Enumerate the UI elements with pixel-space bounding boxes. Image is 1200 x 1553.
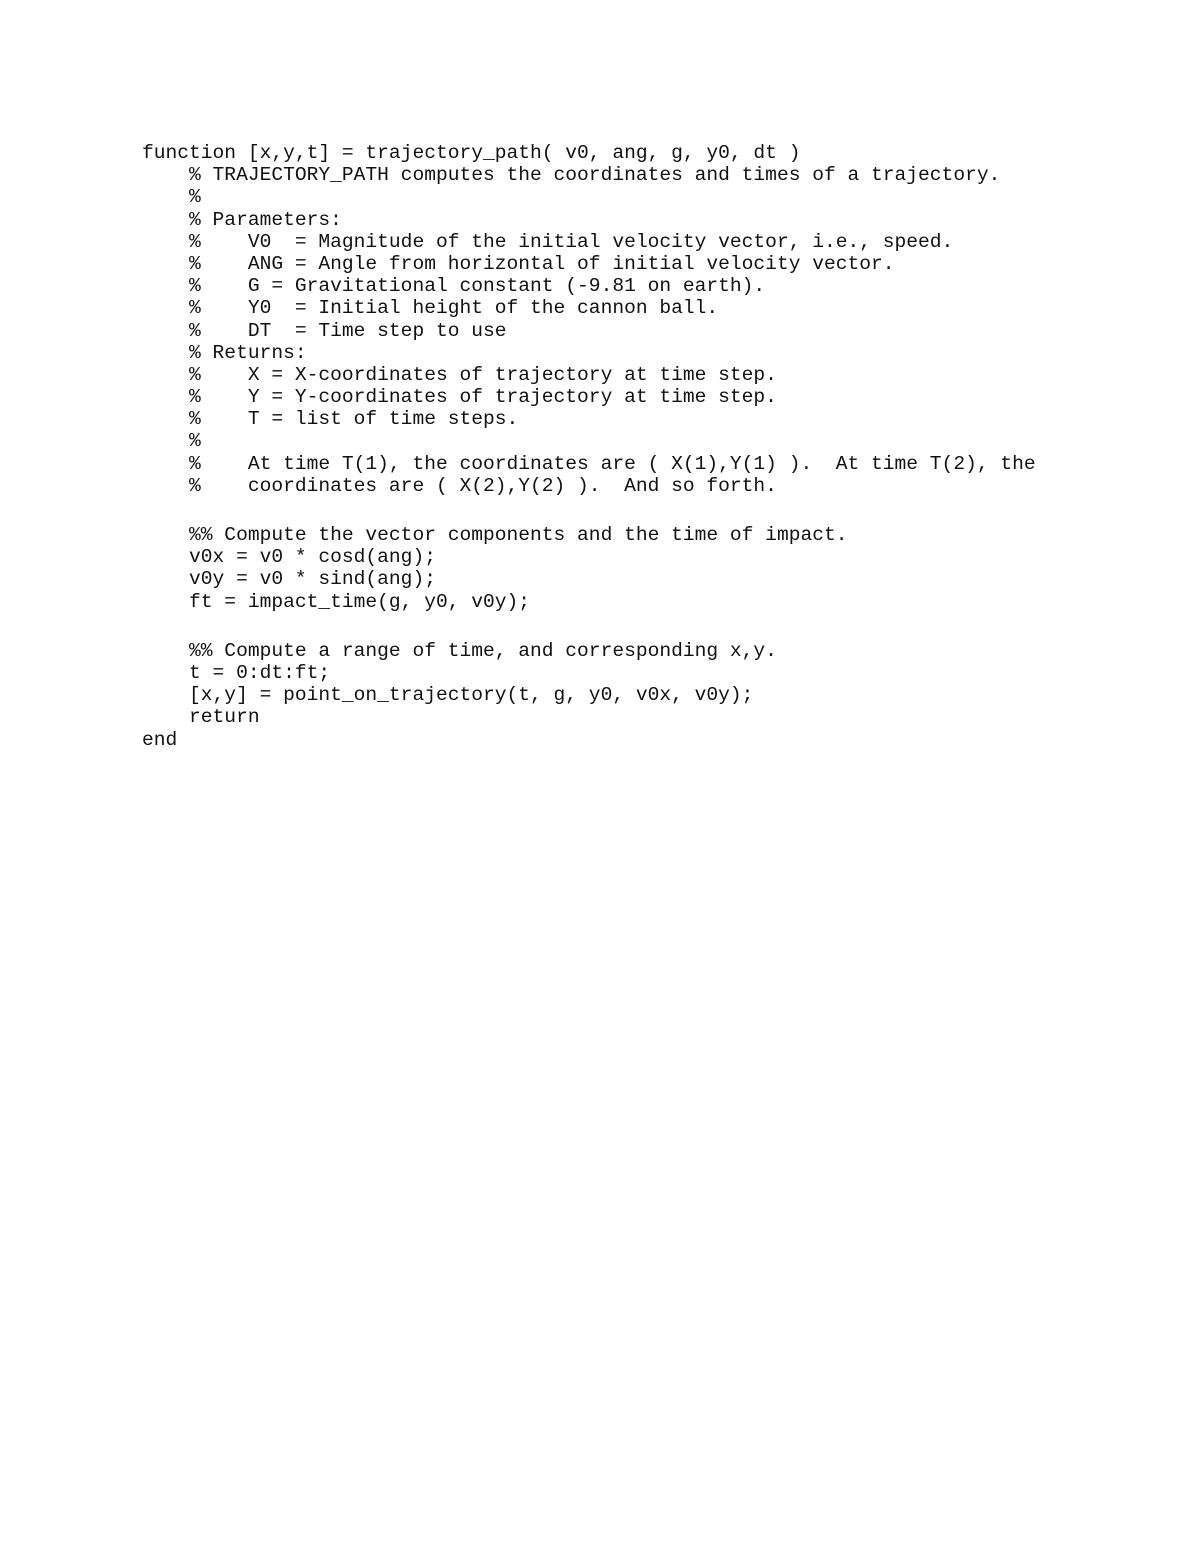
code-line-section-comment: %% Compute a range of time, and corresponding x,y. <box>142 639 777 662</box>
code-line-comment: % ANG = Angle from horizontal of initial velocity vector. <box>142 252 895 275</box>
code-line-comment: % <box>142 186 201 209</box>
code-line-comment: % T = list of time steps. <box>142 408 519 431</box>
code-line-comment: % Y0 = Initial height of the cannon ball. <box>142 297 719 320</box>
code-line-comment: % V0 = Magnitude of the initial velocity vector, i.e., speed. <box>142 230 954 253</box>
code-line-statement: v0y = v0 * sind(ang); <box>142 568 436 591</box>
code-line-statement: v0x = v0 * cosd(ang); <box>142 546 436 569</box>
code-line-comment: % At time T(1), the coordinates are ( X(1),Y(1) ). At time T(2), the <box>142 452 1036 475</box>
code-line-statement: [x,y] = point_on_trajectory(t, g, y0, v0x, v0y); <box>142 684 754 707</box>
code-line-return: return <box>142 706 260 729</box>
code-line-function-signature: function [x,y,t] = trajectory_path( v0, ang, g, y0, dt ) <box>142 142 801 164</box>
code-line-comment: % G = Gravitational constant (-9.81 on earth). <box>142 275 766 298</box>
code-line-section-comment: %% Compute the vector components and the time of impact. <box>142 524 848 546</box>
code-line-statement: ft = impact_time(g, y0, v0y); <box>142 590 531 613</box>
code-line-blank <box>142 497 1142 524</box>
code-listing <box>142 142 1142 751</box>
code-line-comment: % coordinates are ( X(2),Y(2) ). And so forth. <box>142 474 777 497</box>
code-line-statement: t = 0:dt:ft; <box>142 661 331 684</box>
code-line-comment: % X = X-coordinates of trajectory at time step. <box>142 363 777 386</box>
code-line-comment: % Parameters: <box>142 208 342 231</box>
code-line-comment: % <box>142 430 201 453</box>
code-line-comment: % Returns: <box>142 341 307 364</box>
code-line-blank <box>142 613 1142 640</box>
code-line-comment: % TRAJECTORY_PATH computes the coordinates and times of a trajectory. <box>142 164 1001 187</box>
code-line-comment: % Y = Y-coordinates of trajectory at time step. <box>142 386 777 409</box>
code-line-comment: % DT = Time step to use <box>142 319 507 342</box>
code-line-end: end <box>142 728 178 751</box>
